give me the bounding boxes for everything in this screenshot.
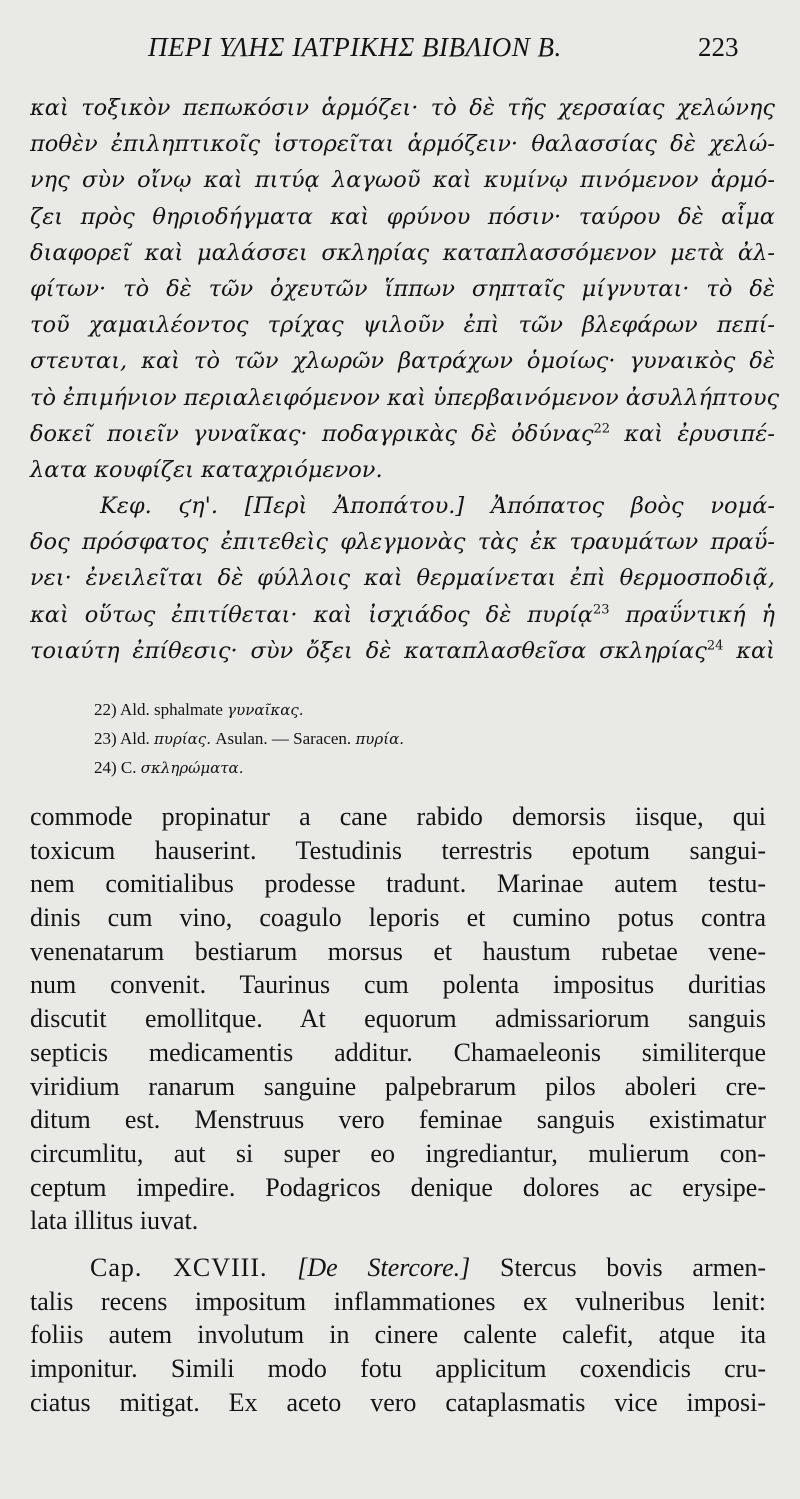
footnote-number: 24) (94, 758, 117, 777)
latin-line: commode propinatur a cane rabido demorsis iisque, qui (30, 802, 766, 831)
greek-line: φίτων· τὸ δὲ τῶν ὀχευτῶν ἵππων σηπταῖς μίγνυται· τὸ δὲ (30, 275, 775, 302)
footnote-text: Ald. sphalmate (119, 700, 223, 719)
greek-line: δος πρόσφατος ἐπιτεθεὶς φλεγμονὰς τὰς ἐκ τραυμάτων πραΰ- (30, 529, 775, 556)
greek-line: καὶ τοξικὸν πεπωκόσιν ἁρμόζει· τὸ δὲ τῆς χερσαίας χελώνης (30, 95, 775, 121)
latin-line: ceptum impedire. Podagricos denique dolores ac erysipe- (30, 1172, 766, 1202)
latin-line: circumlitu, aut si super eo ingrediantur, mulierum con- (30, 1138, 766, 1168)
greek-line (30, 597, 775, 633)
latin-translation-block (30, 800, 766, 1419)
greek-line: ζει πρὸς θηριοδήγματα καὶ φρύνου πόσιν· ταύρου δὲ αἷμα (30, 203, 775, 230)
footnotes (94, 695, 404, 782)
footnote-greek: πυρία. (355, 730, 405, 748)
chapter-label: Cap. XCVIII. (90, 1252, 268, 1282)
latin-line: foliis autem involutum in cinere calente calefit, atque ita (30, 1320, 766, 1350)
footnote-ref-24: 24 (706, 638, 724, 654)
footnote (94, 695, 404, 724)
chapter-title: [De Stercore.] (297, 1252, 471, 1282)
latin-line: venenatarum bestiarum morsus et haustum rubetae vene- (30, 936, 766, 966)
latin-line: nem comitialibus prodesse tradunt. Marinae autem testu- (30, 869, 766, 899)
latin-line: dinis cum vino, coagulo leporis et cumino potus contra (30, 903, 766, 933)
greek-text-block (30, 90, 780, 669)
latin-line: lata illitus iuvat. (30, 1206, 199, 1236)
greek-line-text: δοκεῖ ποιεῖν γυναῖκας· ποδαγρικὰς δὲ ὀδύνας (30, 420, 594, 447)
footnote-greek: σκληρώματα. (140, 759, 244, 777)
greek-line-text: καὶ οὕτως ἐπιτίθεται· καὶ ἰσχιάδος δὲ πυρίᾳ (30, 601, 593, 628)
running-title: ΠΕΡΙ ΥΛΗΣ ΙΑΤΡΙΚΗΣ ΒΙΒΛΙΟΝ Β. (148, 32, 562, 62)
greek-line: νει· ἐνειλεῖται δὲ φύλλοις καὶ θερμαίνεται ἐπὶ θερμοσποδιᾷ, (30, 565, 775, 592)
latin-line: ditum est. Menstruus vero feminae sanguis existimatur (30, 1105, 766, 1135)
greek-line: στευται, καὶ τὸ τῶν χλωρῶν βατράχων ὁμοίως· γυναικὸς δὲ (30, 348, 775, 375)
footnote-greek: πυρίας. (153, 730, 211, 748)
greek-line: τὸ ἐπιμήνιον περιαλειφόμενον καὶ ὑπερβαινόμενον ἀσυλλήπτους (30, 384, 780, 411)
footnote (94, 724, 404, 753)
latin-line: ciatus mitigat. Ex aceto vero cataplasmatis vice imposi- (30, 1387, 766, 1417)
greek-line-text: πραΰντική ἡ (625, 601, 775, 628)
footnote-ref-23: 23 (592, 602, 610, 618)
footnote-number: 22) (94, 700, 117, 719)
latin-line: septicis medicamentis additur. Chamaeleonis similiterque (30, 1037, 766, 1067)
greek-line: τοῦ χαμαιλέοντος τρίχας ψιλοῦν ἐπὶ τῶν βλεφάρων πεπί- (30, 312, 775, 339)
footnote-number: 23) (94, 729, 117, 748)
latin-line: talis recens impositum inflammationes ex vulneribus lenit: (30, 1286, 766, 1316)
latin-line-text: Stercus bovis armen- (500, 1252, 767, 1282)
page-header (0, 32, 800, 72)
latin-line: imponitur. Simili modo fotu applicitum coxendicis cru- (30, 1354, 766, 1383)
greek-line-text: τοιαύτη ἐπίθεσις· σὺν ὄξει δὲ καταπλασθεῖσα σκληρίας (30, 637, 707, 664)
footnote-text: Ald. (119, 729, 150, 748)
greek-line: ποθὲν ἐπιληπτικοῖς ἱστορεῖται ἁρμόζειν· θαλασσίας δὲ χελώ- (30, 131, 775, 158)
footnote-greek: γυναῖκας. (227, 701, 304, 719)
footnote-text: Asulan. — Saracen. (215, 729, 352, 748)
greek-line (30, 633, 775, 669)
greek-line: νης σὺν οἴνῳ καὶ πιτύᾳ λαγωοῦ καὶ κυμίνῳ πινόμενον ἁρμό- (30, 167, 775, 194)
chapter-heading-greek: Κεφ. ϛη'. [Περὶ Ἀποπάτου.] Ἀπόπατος βοὸς νομά- (100, 493, 775, 520)
greek-line: λατα κουφίζει καταχριόμενον. (30, 456, 383, 483)
chapter-heading-latin (30, 1251, 766, 1285)
greek-line-text: καὶ (736, 637, 775, 664)
footnote-text: C. (120, 758, 137, 777)
greek-line (30, 416, 775, 452)
footnote (94, 753, 404, 782)
latin-line: viridium ranarum sanguine palpebrarum pilos aboleri cre- (30, 1071, 766, 1101)
latin-line: toxicum hauserint. Testudinis terrestris epotum sangui- (30, 835, 766, 865)
page-number: 223 (698, 32, 739, 62)
latin-line: discutit emollitque. At equorum admissariorum sanguis (30, 1004, 766, 1034)
greek-line-text: καὶ ἐρυσιπέ- (624, 420, 775, 447)
latin-line: num convenit. Taurinus cum polenta impositus duritias (30, 970, 766, 1000)
footnote-ref-22: 22 (593, 421, 610, 437)
greek-line: διαφορεῖ καὶ μαλάσσει σκληρίας καταπλασσόμενον μετὰ ἀλ- (30, 239, 775, 266)
